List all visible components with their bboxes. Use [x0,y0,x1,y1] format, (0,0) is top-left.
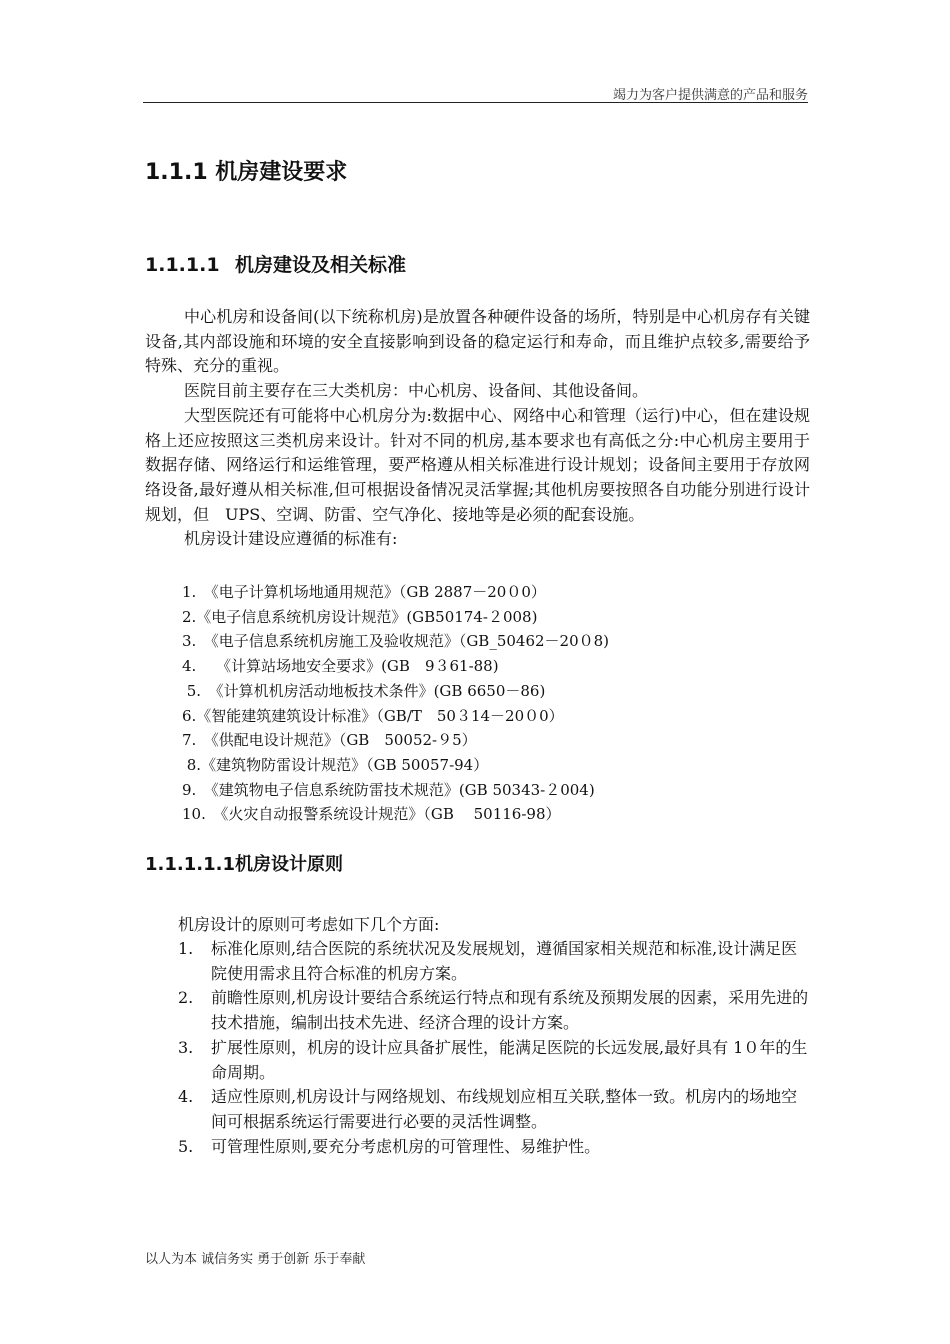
standard-item: 8.《建筑物防雷设计规范》（GB 50057-94） [182,755,489,774]
principle-item [178,1085,810,1134]
paragraph: 机房设计建设应遵循的标准有: [184,529,398,549]
page-header [143,84,808,103]
footer-motto: 以人为本 诚信务实 勇于创新 乐于奉献 [145,1252,366,1267]
standard-item: 4. 《计算站场地安全要求》(GB 9３61-88) [182,657,499,676]
principles-heading: 1.1.1.1.1机房设计原则 [145,854,343,875]
body-text [145,305,810,552]
paragraph: 大型医院还有可能将中心机房分为:数据中心、网络中心和管理（运行)中心，但在建设规格上还应按照这三类机房来设计。针对不同的机房,基本要求也有高低之分:中心机房主要用于数据存储、网络运行和运维管理，要严格遵从相关标准进行设计规划；设备间主要用于存放网络设备,最好遵从相关标准,但可根据设备情况灵活掌握;其他机房要按照各自功能分别进行设计规划，但 UPS、空调、防雷、空气净化、接地等是必须的配套设施。 [145,405,810,524]
principle-text: 可管理性原则,要充分考虑机房的可管理性、易维护性。 [211,1136,601,1156]
principles-intro: 机房设计的原则可考虑如下几个方面: [178,915,440,934]
paragraph: 中心机房和设备间(以下统称机房)是放置各种硬件设备的场所，特别是中心机房存有关键设备,其内部设施和环境的安全直接影响到设备的稳定运行和寿命，而且维护点较多,需要给予特殊、充分的重视。 [145,307,810,376]
subsection-number: 1.1.1.1 [145,254,220,276]
standard-item: 9. 《建筑物电子信息系统防雷技术规范》(GB 50343-２004) [182,780,595,799]
principle-number: 5. [178,1136,194,1156]
principle-item [178,1135,810,1160]
section-heading: 1.1.1 机房建设要求 [145,160,348,185]
principle-item [178,937,810,986]
standard-item: 5. 《计算机机房活动地板技术条件》(GB 6650－86) [182,681,546,700]
subsection-heading [145,250,406,277]
paragraph: 医院目前主要存在三大类机房：中心机房、设备间、其他设备间。 [184,381,649,401]
standard-item: 1. 《电子计算机场地通用规范》（GB 2887－20０0） [182,583,546,601]
standard-item: 10. 《火灾自动报警系统设计规范》（GB 50116-98） [182,805,561,824]
principle-number: 1. [178,939,194,958]
standard-item: 2.《电子信息系统机房设计规范》(GB50174-２008) [182,607,538,626]
principle-number: 2. [178,988,194,1008]
principles-list [178,937,810,1159]
standard-item: 3. 《电子信息系统机房施工及验收规范》（GB_50462－20０8) [182,632,610,651]
header-slogan: 竭力为客户提供满意的产品和服务 [612,88,808,103]
principle-item [178,986,810,1035]
principle-text: 标准化原则,结合医院的系统状况及发展规划，遵循国家相关规范和标准,设计满足医院使用需求且符合标准的机房方案。 [211,939,798,983]
subsection-title: 机房建设及相关标准 [235,254,407,276]
principle-number: 4. [178,1087,194,1107]
principle-text: 适应性原则,机房设计与网络规划、布线规划应相互关联,整体一致。机房内的场地空间可根据系统运行需要进行必要的灵活性调整。 [211,1087,798,1131]
principle-text: 前瞻性原则,机房设计要结合系统运行特点和现有系统及预期发展的因素，采用先进的技术措施，编制出技术先进、经济合理的设计方案。 [211,988,809,1033]
standards-list [182,580,609,827]
standard-item: 7. 《供配电设计规范》（GB 50052-９5） [182,731,477,750]
principle-number: 3. [178,1037,194,1057]
standard-item: 6.《智能建筑建筑设计标准》（GB/T 50３14－20０0） [182,706,564,725]
principle-item [178,1036,810,1085]
principle-text: 扩展性原则，机房的设计应具备扩展性，能满足医院的长远发展,最好具有 1０年的生命周期。 [211,1037,808,1082]
